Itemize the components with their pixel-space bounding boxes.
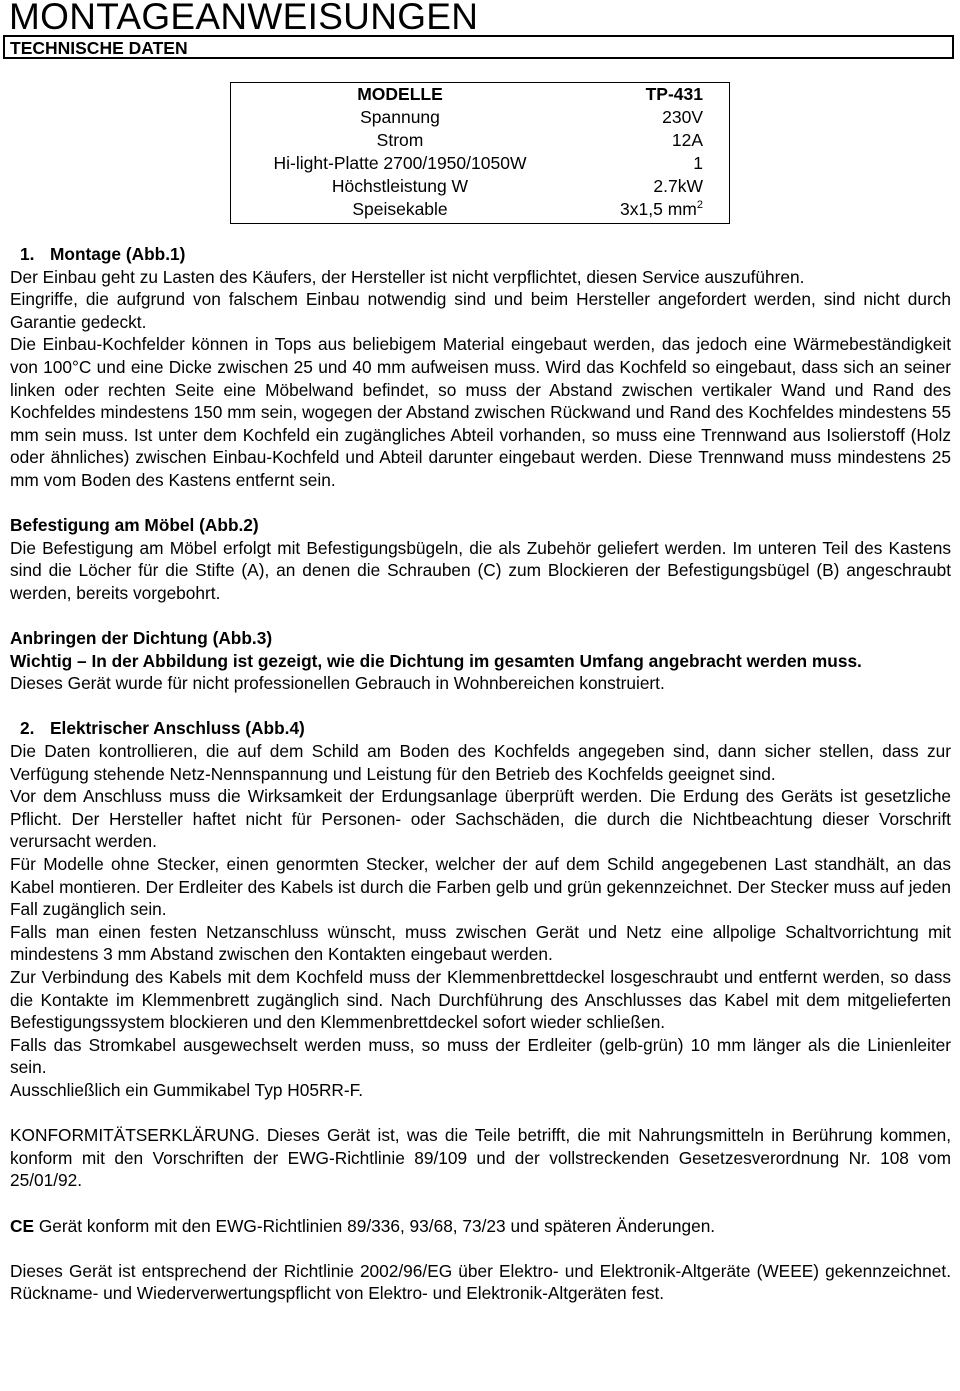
paragraph: Die Daten kontrollieren, die auf dem Schild am Boden des Kochfelds angegeben sind, dann sicher stellen, dass zur Verfügung stehende Netz-Nennspannung und Leistung für den Betrieb des Kochfelds geeignet sind. [10, 741, 951, 784]
section-heading-befestigung: Befestigung am Möbel (Abb.2) [10, 515, 259, 536]
specs-label: Hi-light-Platte 2700/1950/1050W [273, 153, 527, 173]
paragraph: Zur Verbindung des Kabels mit dem Kochfeld muss der Klemmenbrettdeckel losgeschraubt und entfernt werden, so dass die Kontakte im Klemmenbrett zugänglich sind. Nach Durchführung des Anschlusses das Kabel mit dem mitgelieferten Befestigungssystem blockieren und den Klemmenbrettdeckel sofort wieder schließen. [10, 967, 951, 1033]
specs-row [231, 175, 729, 198]
paragraph: Falls man einen festen Netzanschluss wünscht, muss zwischen Gerät und Netz eine allpolige Schaltvorrichtung mit mindestens 3 mm Abstand zwischen den Kontakten eingebaut werden. [10, 921, 951, 965]
paragraph: Der Einbau geht zu Lasten des Käufers, der Hersteller ist nicht verpflichtet, diesen Service auszuführen. [10, 266, 805, 287]
specs-label: Spannung [360, 107, 440, 127]
paragraph: Dieses Gerät wurde für nicht professionellen Gebrauch in Wohnbereichen konstruiert. [10, 673, 665, 694]
paragraph: Ausschließlich ein Gummikabel Typ H05RR-F. [10, 1079, 364, 1100]
ce-statement [10, 1215, 951, 1238]
weee-statement: Dieses Gerät ist entsprechend der Richtlinie 2002/96/EG über Elektro- und Elektronik-Altgeräte (WEEE) gekennzeichnet. Rückname- und Wiederverwertungspflicht von Elektro- und Elektronik-Altgeräten fest. [10, 1260, 951, 1304]
specs-value-superscript: 2 [696, 199, 703, 211]
section-header-technical-data: TECHNISCHE DATEN [3, 35, 954, 59]
specs-value-text: 3x1,5 mm [620, 199, 697, 219]
spacer [10, 1237, 951, 1260]
section-heading-montage [10, 243, 951, 266]
paragraph: Vor dem Anschluss muss die Wirksamkeit der Erdungsanlage überprüft werden. Die Erdung des Geräts ist gesetzliche Pflicht. Der Hersteller haftet nicht für Personen- oder Sachschäden, die durch die Nichtbeachtung dieser Vorschrift verursacht werden. [10, 786, 951, 852]
specs-value: 230V [662, 107, 703, 127]
warning-text: Wichtig – In der Abbildung ist gezeigt, wie die Dichtung im gesamten Umfang angebracht werden muss. [10, 650, 862, 671]
specs-label: Speisekable [352, 199, 448, 219]
specs-label: Höchstleistung W [331, 176, 469, 196]
specs-header-label: MODELLE [357, 84, 443, 104]
specs-value: 12A [671, 130, 703, 150]
section-heading-text: Elektrischer Anschluss (Abb.4) [50, 718, 305, 739]
specs-value: 2.7kW [653, 176, 703, 196]
spacer [10, 1192, 951, 1215]
spacer [10, 1102, 951, 1125]
document-body [10, 243, 951, 1305]
specs-header-row [231, 83, 729, 106]
paragraph: Eingriffe, die aufgrund von falschem Einbau notwendig sind und beim Hersteller angefordert werden, sind nicht durch Garantie gedeckt. [10, 289, 951, 332]
spacer [10, 695, 951, 718]
specs-row [231, 152, 729, 175]
ce-mark: CE [10, 1215, 35, 1236]
section-heading-text: Montage (Abb.1) [50, 244, 186, 264]
spacer [10, 492, 951, 515]
conformity-declaration: KONFORMITÄTSERKLÄRUNG. Dieses Gerät ist, was die Teile betrifft, die mit Nahrungsmitteln in Berührung kommen, konform mit den Vorschriften der EWG-Richtlinie 89/109 und der vollstreckenden Gesetzesverordnung Nr. 108 vom 25/01/92. [10, 1125, 951, 1191]
specs-row [231, 106, 729, 129]
specs-value: 1 [693, 153, 703, 173]
specs-label: Strom [376, 130, 424, 150]
specs-header-value: TP-431 [645, 84, 703, 104]
section-heading-dichtung: Anbringen der Dichtung (Abb.3) [10, 628, 273, 649]
paragraph: Falls das Stromkabel ausgewechselt werden muss, so muss der Erdleiter (gelb-grün) 10 mm länger als die Linienleiter sein. [10, 1034, 951, 1078]
specs-row [231, 129, 729, 152]
section-number: 1. [20, 244, 35, 264]
paragraph: Für Modelle ohne Stecker, einen genormten Stecker, welcher der auf dem Schild angegebenen Last standhält, an das Kabel montieren. Der Erdleiter des Kabels ist durch die Farben gelb und grün gekennzeichnet. Der Stecker muss auf jeden Fall zugänglich sein. [10, 854, 951, 920]
specs-row [231, 198, 729, 221]
paragraph: Die Befestigung am Möbel erfolgt mit Befestigungsbügeln, die als Zubehör geliefert werden. Im unteren Teil des Kastens sind die Löcher für die Stifte (A), an denen die Schrauben (C) zum Blockieren der Befestigungsbügel (B) angeschraubt werden, bereits vorgebohrt. [10, 537, 951, 603]
section-heading-anschluss [10, 717, 951, 740]
section-number: 2. [20, 718, 35, 739]
spacer [10, 605, 951, 628]
specs-value [567, 198, 703, 221]
document-title: MONTAGEANWEISUNGEN [9, 0, 479, 37]
ce-text: Gerät konform mit den EWG-Richtlinien 89/336, 93/68, 73/23 und späteren Änderungen. [34, 1215, 716, 1236]
paragraph: Die Einbau-Kochfelder können in Tops aus beliebigem Material eingebaut werden, das jedoch eine Wärmebeständigkeit von 100°C und eine Dicke zwischen 25 und 40 mm aufweisen muss. Wird das Kochfeld so eingebaut, dass sich an seiner linken oder rechten Seite eine Möbelwand befindet, so muss der Abstand zwischen vertikaler Wand und Rand des Kochfeldes mindestens 150 mm sein, wogegen der Abstand zwischen Rückwand und Rand des Kochfeldes mindestens 55 mm sein muss. Ist unter dem Kochfeld ein zugängliches Abteil vorhanden, so muss eine Trennwand aus Isolierstoff (Holz oder ähnliches) zwischen Einbau-Kochfeld und Abteil darunter eingebaut werden. Diese Trennwand muss mindestens 25 mm vom Boden des Kastens entfernt sein. [10, 334, 951, 490]
specs-table [230, 82, 730, 224]
